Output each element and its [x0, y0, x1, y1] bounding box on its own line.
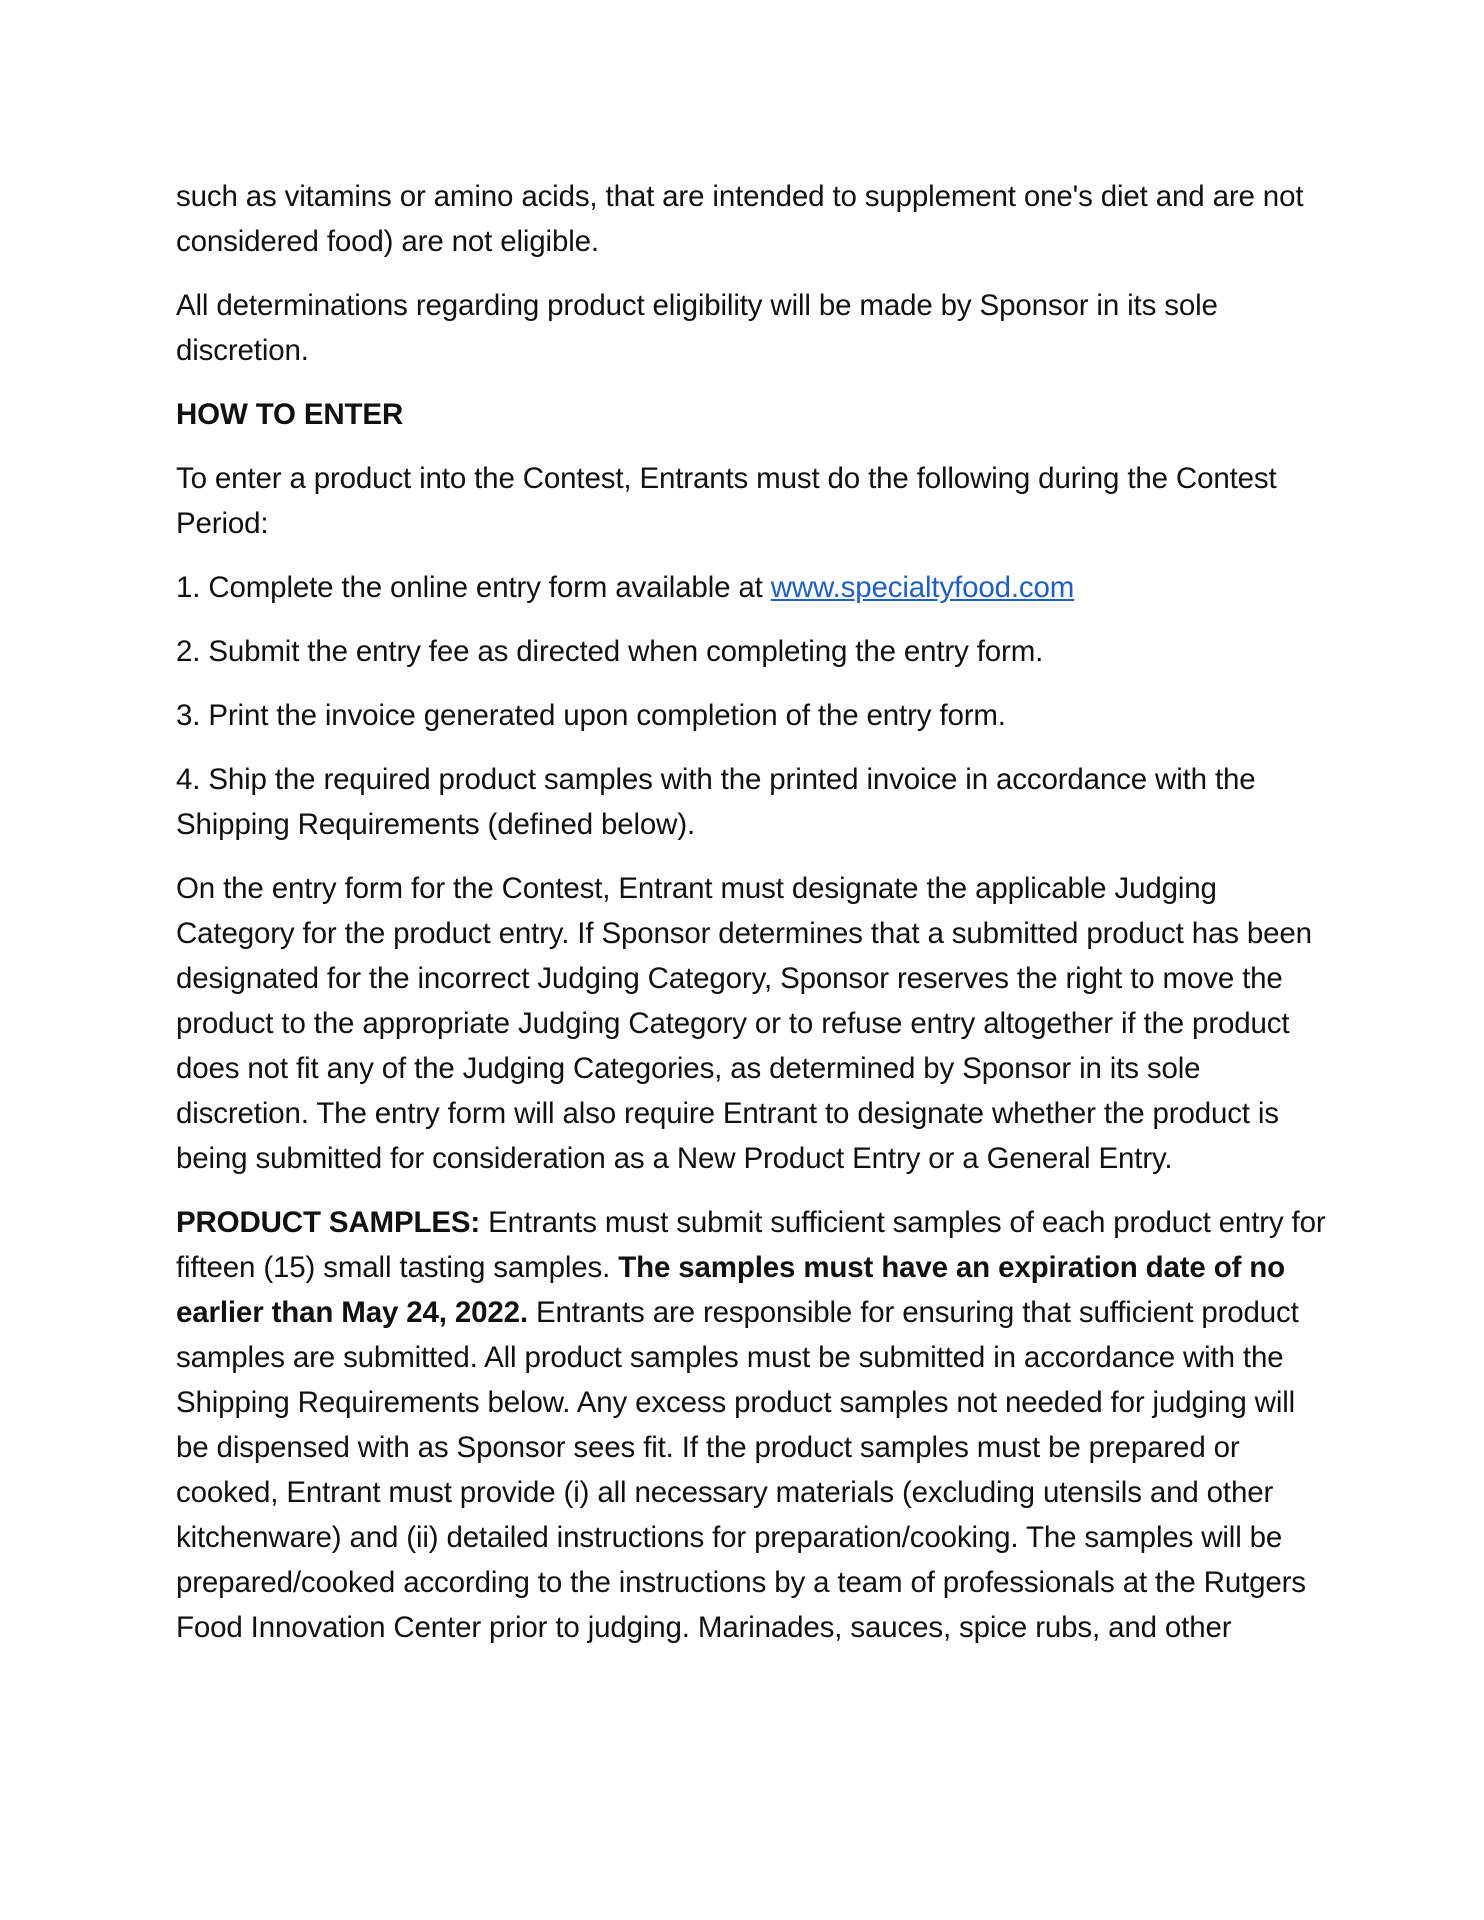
product-samples-text-1: Entrants must submit sufficient samples of each product entry for fifteen (15) small tasting samples.	[176, 1206, 1326, 1284]
step-1-text: 1. Complete the online entry form available at	[176, 571, 771, 604]
how-to-enter-heading: HOW TO ENTER	[176, 398, 404, 431]
to-enter-paragraph: To enter a product into the Contest, Entrants must do the following during the Contest Period:	[176, 462, 1277, 540]
step-4: 4. Ship the required product samples with the printed invoice in accordance with the Shipping Requirements (defined below).	[176, 763, 1256, 841]
product-samples-paragraph	[176, 1200, 1326, 1650]
specialtyfood-link[interactable]: www.specialtyfood.com	[770, 571, 1075, 604]
entry-form-paragraph: On the entry form for the Contest, Entrant must designate the applicable Judging Category for the product entry. If Sponsor determines that a submitted product has been designated for the incorrect Judging Category, Sponsor reserves the right to move the product to the appropriate Judging Category or to refuse entry altogether if the product does not fit any of the Judging Categories, as determined by Sponsor in its sole discretion. The entry form will also require Entrant to designate whether the product is being submitted for consideration as a New Product Entry or a General Entry.	[176, 872, 1312, 1175]
document-page	[176, 174, 1326, 1650]
step-3: 3. Print the invoice generated upon completion of the entry form.	[176, 699, 1006, 732]
product-samples-text-2: Entrants are responsible for ensuring that sufficient product samples are submitted. All product samples must be submitted in accordance with the Shipping Requirements below. Any excess product samples not needed for judging will be dispensed with as Sponsor sees fit. If the product samples must be prepared or cooked, Entrant must provide (i) all necessary materials (excluding utensils and other kitchenware) and (ii) detailed instructions for preparation/cooking. The samples will be prepared/cooked according to the instructions by a team of professionals at the Rutgers Food Innovation Center prior to judging. Marinades, sauces, spice rubs, and other	[176, 1296, 1306, 1644]
expiration-date-notice: The samples must have an expiration date of no earlier than May 24, 2022.	[176, 1251, 1286, 1329]
eligibility-paragraph: All determinations regarding product eligibility will be made by Sponsor in its sole discretion.	[176, 289, 1218, 367]
step-1	[176, 565, 1326, 610]
step-2: 2. Submit the entry fee as directed when completing the entry form.	[176, 635, 1044, 668]
product-samples-label: PRODUCT SAMPLES:	[176, 1206, 481, 1239]
intro-paragraph: such as vitamins or amino acids, that are intended to supplement one's diet and are not considered food) are not eligible.	[176, 180, 1304, 258]
